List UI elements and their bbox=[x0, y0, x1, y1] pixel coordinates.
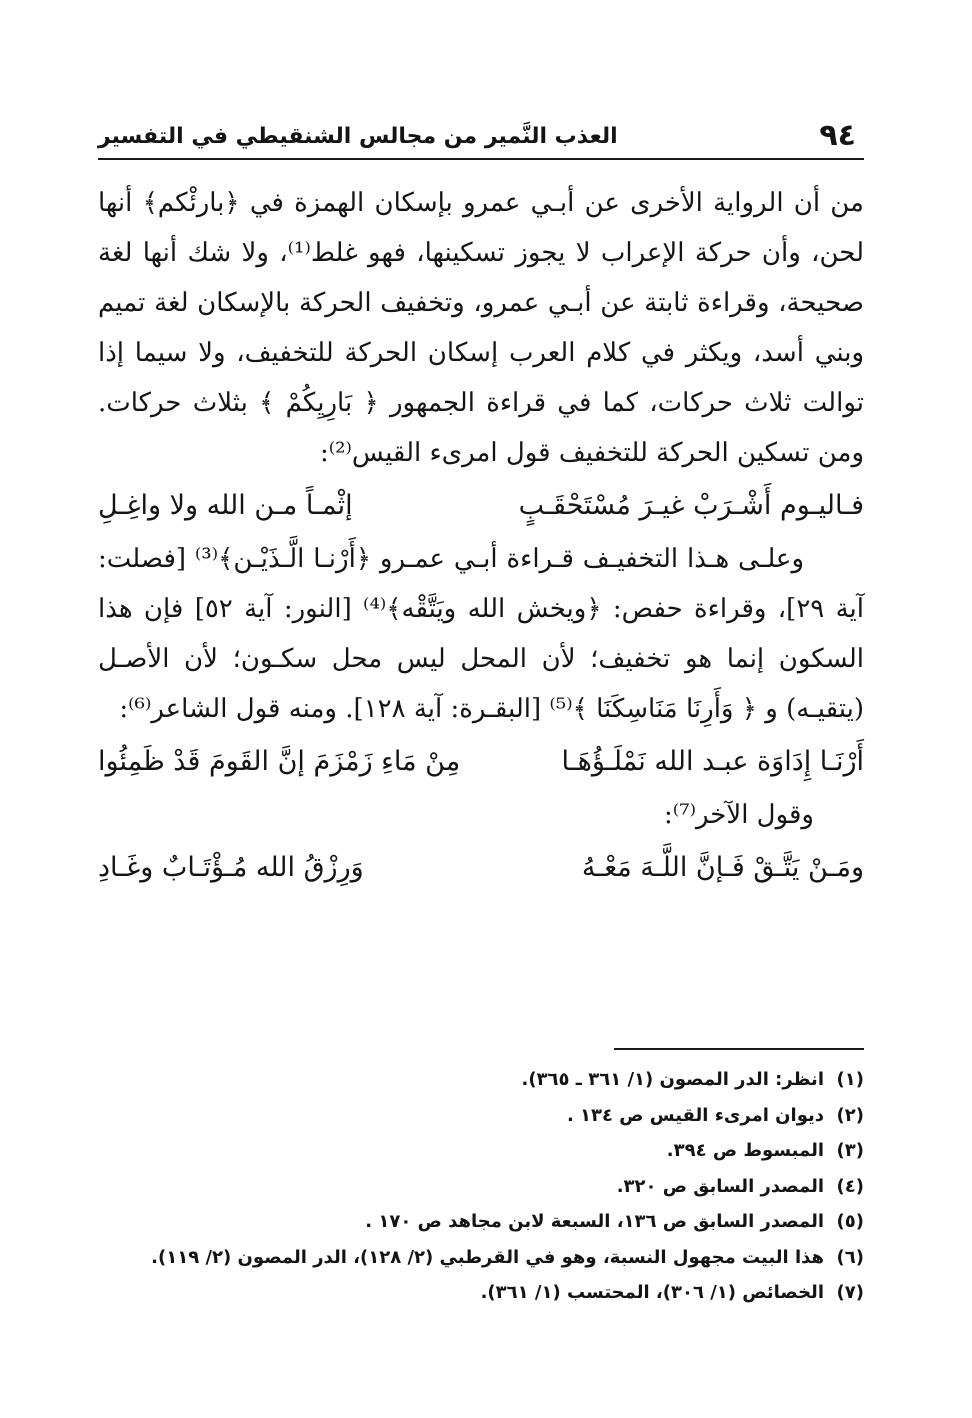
verse-1 bbox=[98, 478, 864, 534]
footnote bbox=[98, 1062, 864, 1098]
main-text bbox=[98, 178, 864, 896]
footnote-separator bbox=[614, 1048, 864, 1050]
verse-2 bbox=[98, 734, 864, 790]
page-header bbox=[98, 118, 864, 160]
verse-2-first-hemistich: أَرْنَـا إِدَاوَة عبـد الله نَمْلَـؤُهَـا bbox=[561, 746, 864, 777]
footnote-text: ديوان امرىء القيس ص ١٣٤ . bbox=[566, 1104, 824, 1126]
footnote-number: (٦) bbox=[836, 1246, 864, 1268]
paragraph-1: من أن الرواية الأخرى عن أبـي عمرو بإسكان الهمزة في ﴿بارئْكم﴾ أنها لحن، وأن حركة الإعراب لا يجوز تسكينها، فهو غلط⁽¹⁾، ولا شك أنها لغة صحيحة، وقراءة ثابتة عن أبـي عمرو، وتخفيف الحركة بالإسكان لغة تميم وبني أسد، ويكثر في كلام العرب إسكان الحركة للتخفيف، ولا سيما إذا توالت ثلاث حركات، كما في قراءة الجمهور ﴿ بَارِيِكُمْ ﴾ بثلاث حركات. ومن تسكين الحركة للتخفيف قول امرىء القيس⁽²⁾: bbox=[98, 188, 865, 468]
paragraph-2: وعلـى هـذا التخفيـف قـراءة أبـي عمـرو ﴿أَرْنـا الَّـذَيْـن﴾⁽³⁾ [فصلت: آية ٢٩]، وقراءة حفص: ﴿ويخش الله ويَتَّقْه﴾⁽⁴⁾ [النور: آية ٥٢] فإن هذا السكون إنما هو تخفيف؛ لأن المحل ليس محل سكـون؛ لأن الأصـل (يتقيـه) و ﴿ وَأَرِنَا مَنَاسِكَنَا ﴾⁽⁵⁾ [البقـرة: آية ١٢٨]. ومنه قول الشاعر⁽⁶⁾: bbox=[98, 544, 864, 724]
verse-3-intro: وقول الآخر⁽⁷⁾: bbox=[663, 800, 814, 830]
verse-3-second-hemistich: وَرِزْقُ الله مُـؤْتَـابٌ وغَـادِ bbox=[98, 852, 364, 883]
footnote bbox=[98, 1204, 864, 1240]
footnote bbox=[98, 1098, 864, 1134]
footnote-text: المصدر السابق ص ٣٢٠. bbox=[616, 1175, 824, 1197]
footnote-number: (٢) bbox=[836, 1104, 864, 1126]
verse-1-first-hemistich: فـاليـوم أَشْـرَبْ غيـرَ مُسْتَحْقَـبٍ bbox=[518, 490, 864, 521]
verse-3-first-hemistich: ومَـنْ يَتَّـقْ فَـإنَّ اللَّـهَ مَعْـهُ bbox=[581, 852, 864, 883]
footnote bbox=[98, 1133, 864, 1169]
footnote bbox=[98, 1275, 864, 1311]
verse-3 bbox=[98, 840, 864, 896]
footnotes bbox=[98, 1062, 864, 1311]
footnote-number: (١) bbox=[836, 1069, 864, 1090]
page-number: ٩٤ bbox=[819, 118, 856, 153]
footnote-number: (٥) bbox=[836, 1211, 864, 1232]
footnote-number: (٤) bbox=[836, 1175, 864, 1197]
book-page bbox=[98, 100, 864, 1400]
footnote-number: (٧) bbox=[836, 1282, 864, 1303]
footnote-text: المبسوط ص ٣٩٤. bbox=[666, 1140, 824, 1161]
footnote-text: الخصائص (١/ ٣٠٦)، المحتسب (١/ ٣٦١). bbox=[480, 1282, 824, 1303]
running-title: العذب النَّمير من مجالس الشنقيطي في التفسير bbox=[98, 124, 618, 149]
footnote-text: هذا البيت مجهول النسبة، وهو في القرطبي (٢/ ١٢٨)، الدر المصون (٢/ ١١٩). bbox=[151, 1246, 824, 1268]
footnote-number: (٣) bbox=[836, 1140, 864, 1161]
footnote-text: المصدر السابق ص ١٣٦، السبعة لابن مجاهد ص ١٧٠ . bbox=[365, 1211, 824, 1232]
footnote bbox=[98, 1169, 864, 1205]
verse-2-second-hemistich: مِنْ مَاءِ زَمْزَمَ إنَّ القَومَ قَدْ ظَمِئُوا bbox=[98, 746, 461, 777]
footnote-text: انظر: الدر المصون (١/ ٣٦١ ـ ٣٦٥). bbox=[521, 1069, 824, 1090]
verse-1-second-hemistich: إثْمـاً مـن الله ولا واغِـلِ bbox=[98, 490, 353, 521]
footnote bbox=[98, 1240, 864, 1276]
